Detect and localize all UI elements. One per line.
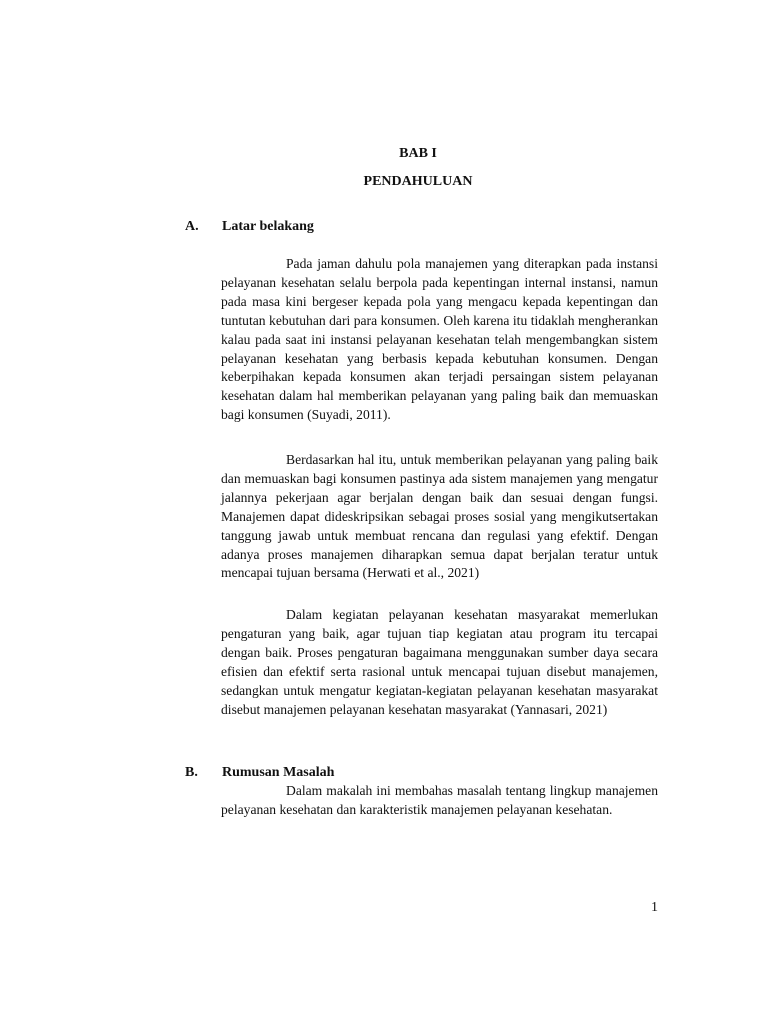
section-letter: A. — [185, 219, 199, 234]
section-heading-rumusan-masalah — [185, 763, 334, 783]
paragraph: Berdasarkan hal itu, untuk memberikan pelayanan yang paling baik dan memuaskan bagi konsumen pastinya ada sistem manajemen yang mengatur jalannya pekerjaan agar berjalan dengan baik dan sesuai dengan fungsi. Manajemen dapat dideskripsikan sebagai proses sosial yang mengikutsertakan tanggung jawab untuk membuat rencana dan regulasi yang efektif. Dengan adanya proses manajemen diharapkan semua dapat berjalan teratur untuk mencapai tujuan bersama (Herwati et al., 2021) — [221, 452, 658, 581]
section-letter: B. — [185, 765, 198, 780]
paragraph: Pada jaman dahulu pola manajemen yang diterapkan pada instansi pelayanan kesehatan selalu berpola pada kepentingan internal instansi, namun pada masa kini bergeser kepada pola yang mengacu kepada kepentingan dan tuntutan kebutuhan dari para konsumen. Oleh karena itu tidaklah mengherankan kalau pada saat ini instansi pelayanan kesehatan telah mengembangkan sistem pelayanan kesehatan yang berbasis kepada kebutuhan konsumen. Dengan keberpihakan kepada konsumen akan terjadi persaingan sistem pelayanan kesehatan dalam hal memberikan pelayanan yang paling baik dan memuaskan bagi konsumen (Suyadi, 2011). — [221, 256, 658, 423]
section-title: Rumusan Masalah — [222, 765, 335, 780]
section-heading-latar-belakang — [185, 217, 314, 237]
page-number: 1 — [651, 900, 658, 915]
chapter-title: PENDAHULUAN — [363, 174, 473, 189]
paragraph: Dalam kegiatan pelayanan kesehatan masyarakat memerlukan pengaturan yang baik, agar tujuan tiap kegiatan atau program itu tercapai dengan baik. Proses pengaturan bagaimana menggunakan sumber daya secara efisien dan efektif serta rasional untuk mencapai tujuan disebut manajemen, sedangkan untuk mengatur kegiatan-kegiatan pelayanan kesehatan masyarakat disebut manajemen pelayanan kesehatan masyarakat (Yannasari, 2021) — [221, 607, 658, 717]
chapter-number: BAB I — [399, 146, 437, 161]
paragraph: Dalam makalah ini membahas masalah tentang lingkup manajemen pelayanan kesehatan dan karakteristik manajemen pelayanan kesehatan. — [221, 783, 658, 817]
section-title: Latar belakang — [222, 219, 314, 234]
